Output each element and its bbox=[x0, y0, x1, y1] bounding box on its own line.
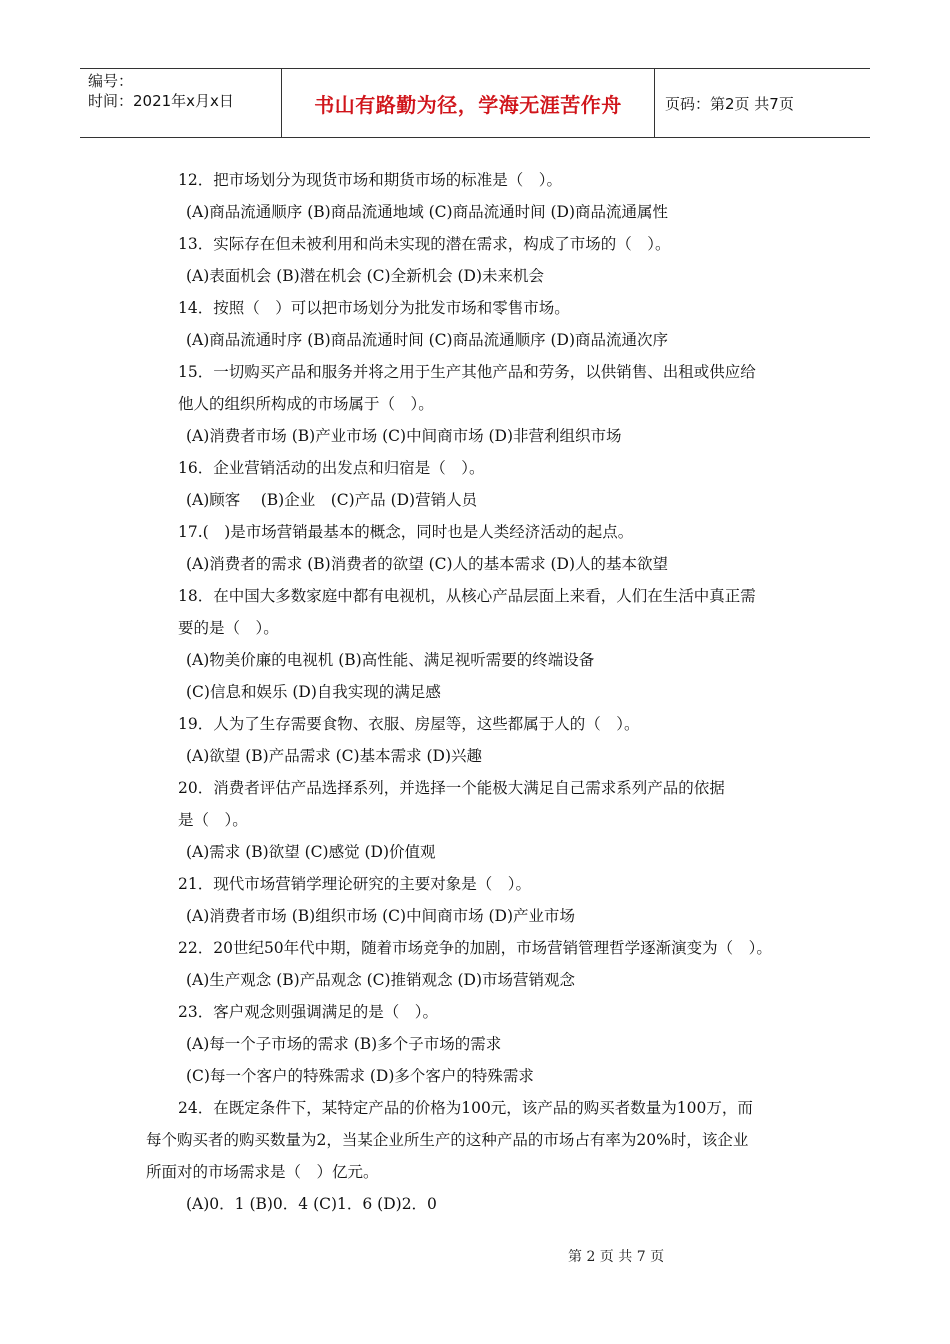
options-22: (A)生产观念 (B)产品观念 (C)推销观念 (D)市场营销观念 bbox=[186, 971, 576, 989]
question-19: 19．人为了生存需要食物、衣服、房屋等，这些都属于人的（ ）。 bbox=[178, 715, 640, 733]
options-19: (A)欲望 (B)产品需求 (C)基本需求 (D)兴趣 bbox=[186, 747, 483, 765]
question-12: 12．把市场划分为现货市场和期货市场的标准是（ ）。 bbox=[178, 171, 562, 189]
question-24-cont-1: 每个购买者的购买数量为2，当某企业所生产的这种产品的市场占有率为20%时，该企业 bbox=[146, 1131, 749, 1149]
options-18-b: (C)信息和娱乐 (D)自我实现的满足感 bbox=[186, 683, 441, 701]
options-21: (A)消费者市场 (B)组织市场 (C)中间商市场 (D)产业市场 bbox=[186, 907, 576, 925]
options-24: (A)0．1 (B)0．4 (C)1．6 (D)2．0 bbox=[186, 1195, 437, 1213]
options-15: (A)消费者市场 (B)产业市场 (C)中间商市场 (D)非营利组织市场 bbox=[186, 427, 622, 445]
options-23-a: (A)每一个子市场的需求 (B)多个子市场的需求 bbox=[186, 1035, 502, 1053]
question-21: 21．现代市场营销学理论研究的主要对象是（ ）。 bbox=[178, 875, 531, 893]
options-17: (A)消费者的需求 (B)消费者的欲望 (C)人的基本需求 (D)人的基本欲望 bbox=[186, 555, 669, 573]
question-18: 18．在中国大多数家庭中都有电视机，从核心产品层面上来看，人们在生活中真正需 bbox=[178, 587, 756, 605]
question-15-cont: 他人的组织所构成的市场属于（ ）。 bbox=[178, 395, 434, 413]
question-24: 24．在既定条件下，某特定产品的价格为100元，该产品的购买者数量为100万，而 bbox=[178, 1099, 753, 1117]
header-page-info: 页码：第2页 共7页 bbox=[665, 94, 794, 113]
options-23-b: (C)每一个客户的特殊需求 (D)多个客户的特殊需求 bbox=[186, 1067, 534, 1085]
question-23: 23．客户观念则强调满足的是（ ）。 bbox=[178, 1003, 438, 1021]
question-22: 22．20世纪50年代中期，随着市场竞争的加剧，市场营销管理哲学逐渐演变为（ ）。 bbox=[178, 939, 772, 957]
options-12: (A)商品流通顺序 (B)商品流通地域 (C)商品流通时间 (D)商品流通属性 bbox=[186, 203, 669, 221]
header-meta bbox=[80, 69, 282, 137]
question-20: 20．消费者评估产品选择系列，并选择一个能极大满足自己需求系列产品的依据 bbox=[178, 779, 725, 797]
options-14: (A)商品流通时序 (B)商品流通时间 (C)商品流通顺序 (D)商品流通次序 bbox=[186, 331, 669, 349]
question-17: 17.( )是市场营销最基本的概念，同时也是人类经济活动的起点。 bbox=[178, 523, 634, 541]
footer-page-number: 第 2 页 共 7 页 bbox=[568, 1249, 665, 1265]
question-24-cont-2: 所面对的市场需求是（ ）亿元。 bbox=[146, 1163, 379, 1181]
question-13: 13．实际存在但未被利用和尚未实现的潜在需求，构成了市场的（ ）。 bbox=[178, 235, 671, 253]
page-header bbox=[80, 68, 870, 138]
question-16: 16．企业营销活动的出发点和归宿是（ ）。 bbox=[178, 459, 485, 477]
number-label: 编号： bbox=[88, 72, 134, 90]
options-20: (A)需求 (B)欲望 (C)感觉 (D)价值观 bbox=[186, 843, 436, 861]
header-motto: 书山有路勤为径，学海无涯苦作舟 bbox=[282, 69, 655, 137]
question-15: 15．一切购买产品和服务并将之用于生产其他产品和劳务，以供销售、出租或供应给 bbox=[178, 363, 756, 381]
question-14: 14．按照（ ）可以把市场划分为批发市场和零售市场。 bbox=[178, 299, 570, 317]
options-16: (A)顾客 (B)企业 (C)产品 (D)营销人员 bbox=[186, 491, 478, 509]
question-20-cont: 是（ ）。 bbox=[178, 811, 248, 829]
time-label: 时间：2021年x月x日 bbox=[88, 92, 234, 110]
options-18-a: (A)物美价廉的电视机 (B)高性能、满足视听需要的终端设备 bbox=[186, 651, 595, 669]
options-13: (A)表面机会 (B)潜在机会 (C)全新机会 (D)未来机会 bbox=[186, 267, 545, 285]
question-18-cont: 要的是（ ）。 bbox=[178, 619, 279, 637]
